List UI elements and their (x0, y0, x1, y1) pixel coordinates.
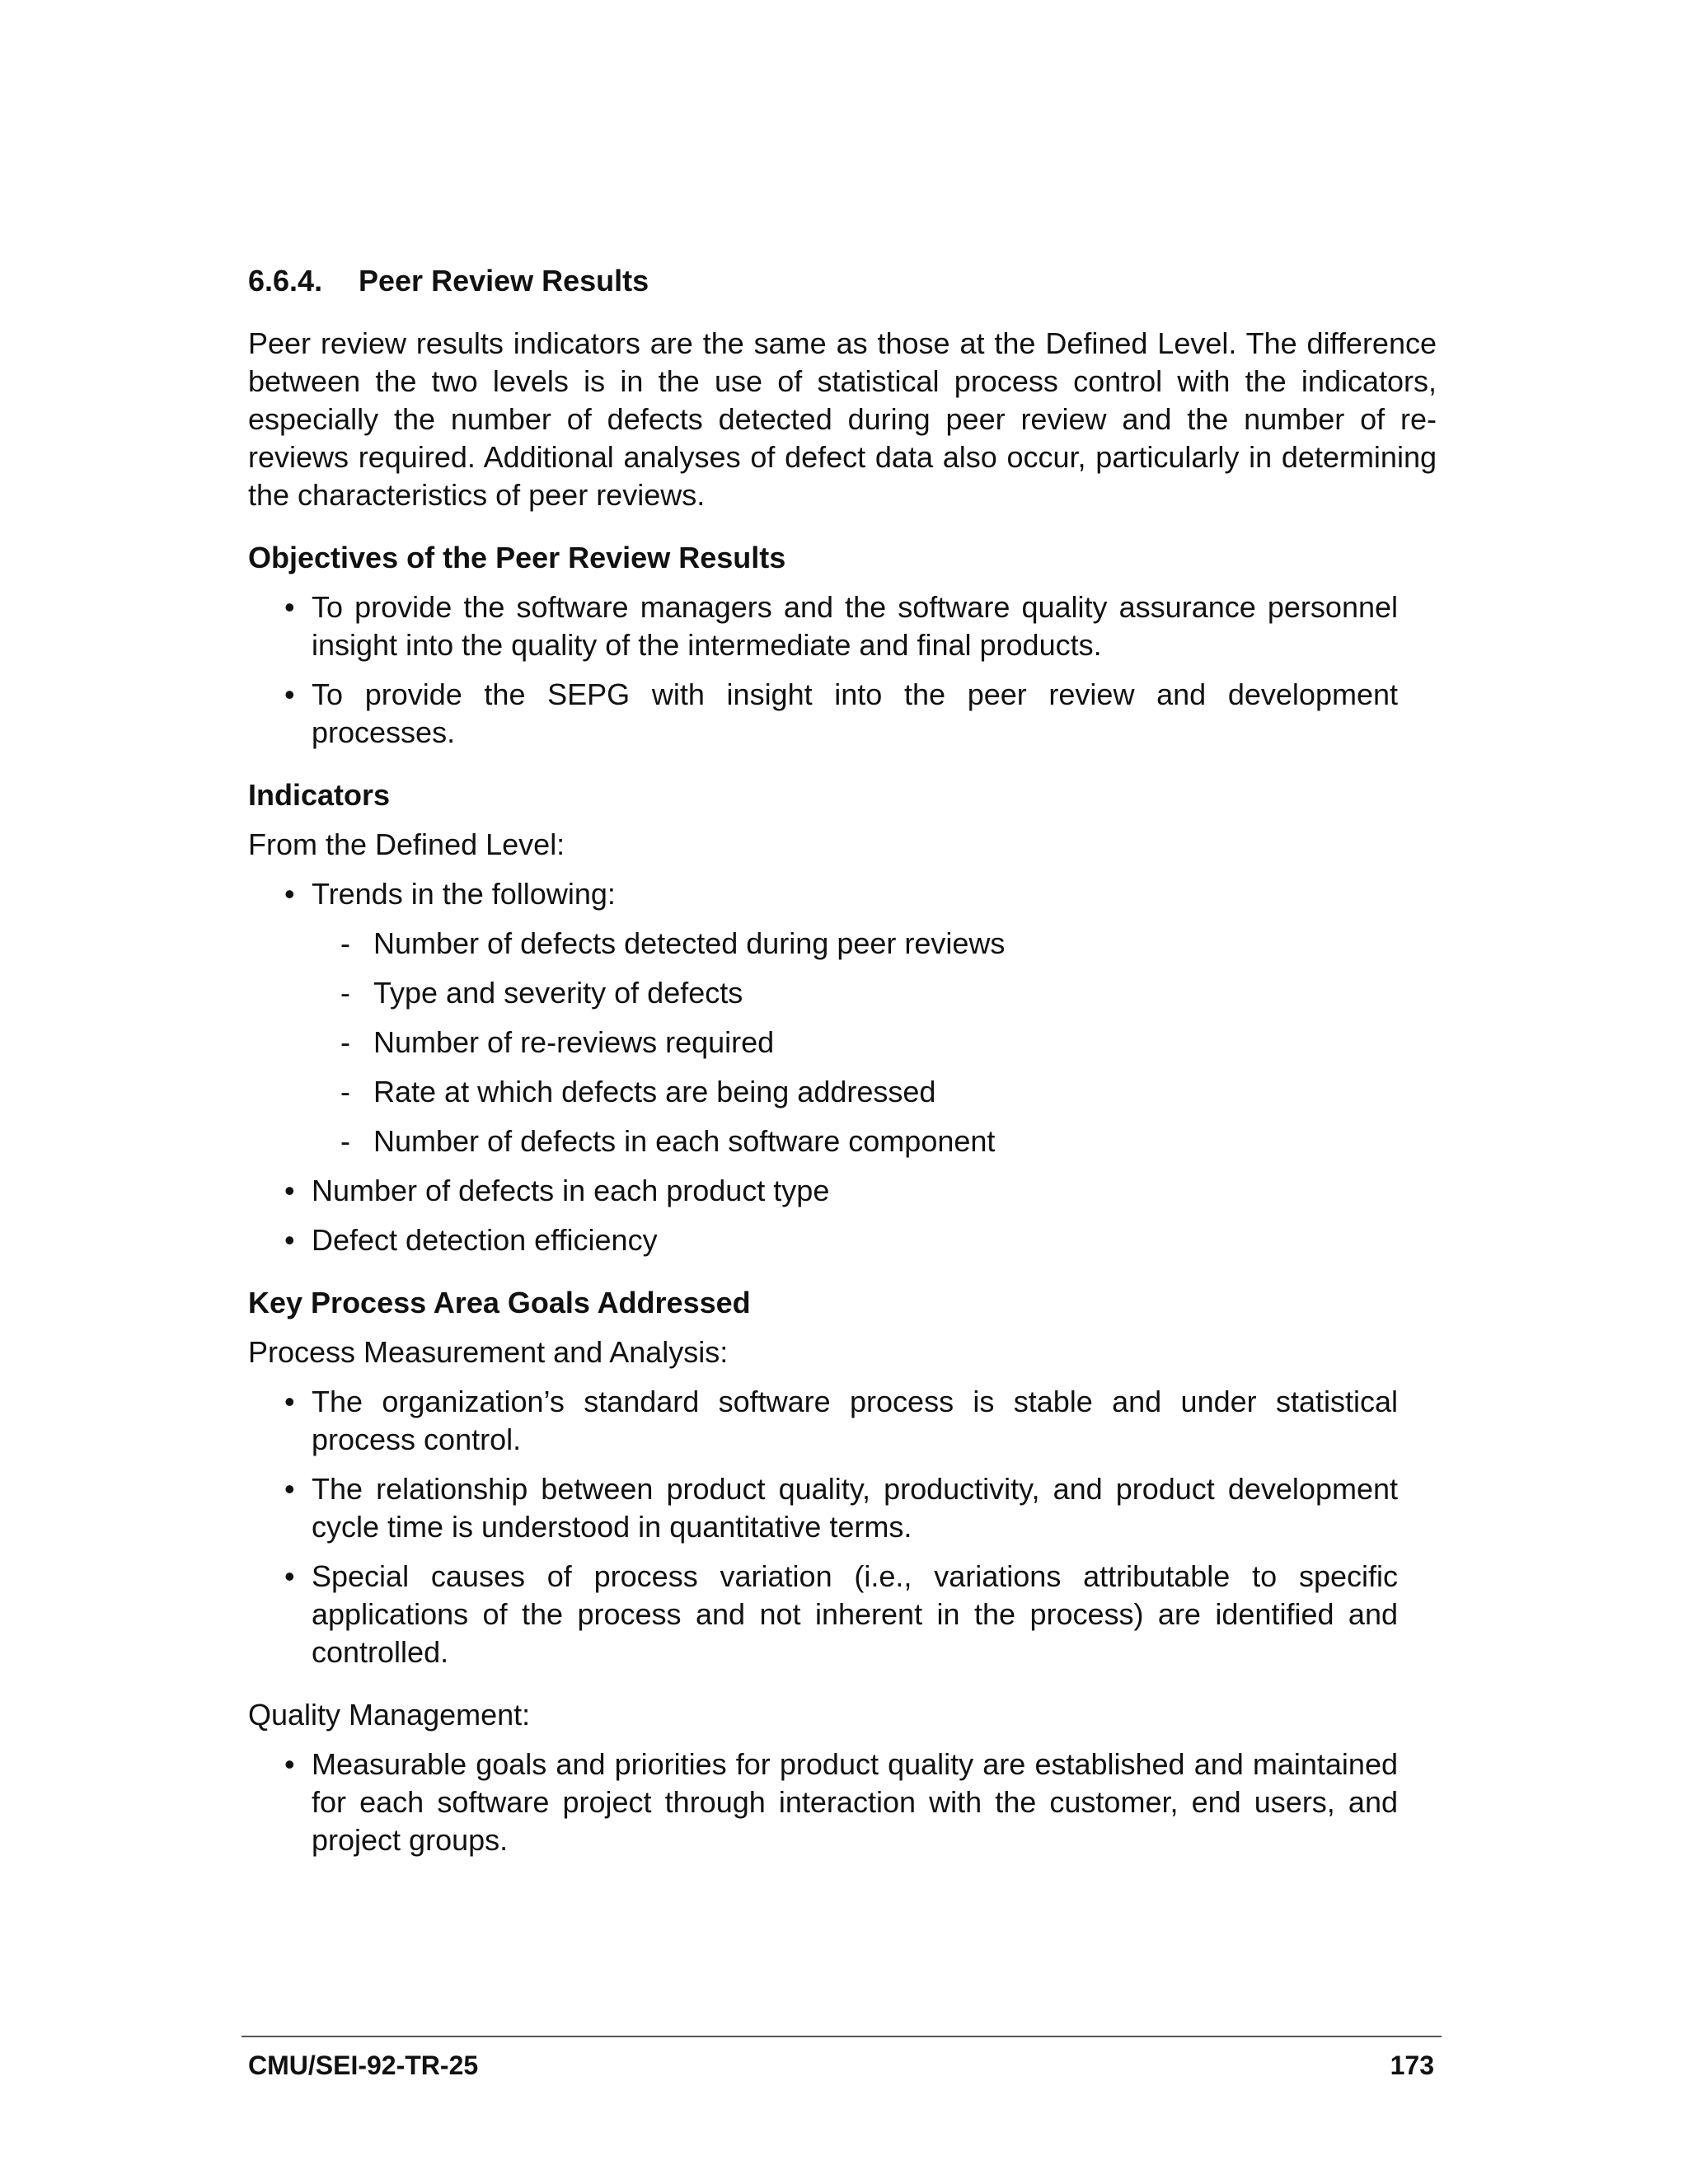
bullet-mark: • (284, 1747, 295, 1781)
pma-label: Process Measurement and Analysis: (248, 1335, 729, 1369)
indicator-text: Defect detection efficiency (312, 1223, 658, 1257)
trend-text: Rate at which defects are being addressed (373, 1075, 936, 1108)
qm-item (248, 1746, 1398, 1859)
trend-item (312, 974, 1398, 1012)
dash-mark: - (340, 926, 350, 960)
bullet-mark: • (284, 677, 295, 711)
pma-text: Special causes of process variation (i.e., variations attributable to specific applications of the process and not inherent in the process) are identified and controlled. (312, 1559, 1398, 1669)
pma-text: The organization’s standard software process is stable and under statistical process control. (312, 1385, 1398, 1456)
objective-item (248, 588, 1398, 664)
bullet-mark: • (284, 590, 295, 624)
trends-sublist (312, 925, 1398, 1160)
bullet-mark: • (284, 1223, 295, 1257)
indicators-from-label: From the Defined Level: (248, 827, 565, 861)
section-number: 6.6.4. (248, 264, 323, 298)
qm-list (248, 1746, 1437, 1859)
footer-rule (241, 2036, 1442, 2037)
footer-report-id: CMU/SEI-92-TR-25 (248, 2050, 479, 2080)
objective-item (248, 676, 1398, 752)
indicators-list (248, 875, 1437, 1259)
trend-item (312, 1122, 1398, 1160)
indicators-heading: Indicators (248, 778, 391, 812)
pma-item (248, 1470, 1398, 1546)
section-title: Peer Review Results (359, 264, 649, 298)
indicator-item (248, 1172, 1398, 1210)
dash-mark: - (340, 1075, 350, 1108)
trend-item (312, 1024, 1398, 1062)
qm-label: Quality Management: (248, 1698, 531, 1732)
dash-mark: - (340, 1124, 350, 1158)
objective-text: To provide the software managers and the software quality assurance personnel insight into the quality of the intermediate and final products. (312, 590, 1398, 662)
dash-mark: - (340, 1025, 350, 1059)
bullet-mark: • (284, 1174, 295, 1207)
bullet-mark: • (284, 877, 295, 911)
intro-paragraph: Peer review results indicators are the same as those at the Defined Level. The difference between the two levels is in the use of statistical process control with the indicators, especially the number of defects detected during peer review and the number of re-reviews required. Additional analyses of defect data also occur, particularly in determining the characteristics of peer reviews. (248, 326, 1437, 512)
objective-text: To provide the SEPG with insight into the peer review and development processes. (312, 677, 1398, 749)
trend-item (312, 1073, 1398, 1111)
trend-text: Number of defects detected during peer reviews (373, 926, 1006, 960)
pma-list (248, 1383, 1437, 1671)
trend-text: Number of re-reviews required (373, 1025, 775, 1059)
pma-item (248, 1383, 1398, 1459)
bullet-mark: • (284, 1472, 295, 1506)
indicator-item (248, 1221, 1398, 1259)
pma-item (248, 1558, 1398, 1671)
bullet-mark: • (284, 1385, 295, 1418)
objectives-heading: Objectives of the Peer Review Results (248, 541, 786, 574)
objectives-list (248, 588, 1437, 752)
qm-text: Measurable goals and priorities for product quality are established and maintained for each software project through interaction with the customer, end users, and project groups. (312, 1747, 1398, 1857)
dash-mark: - (340, 976, 350, 1010)
trends-label: Trends in the following: (312, 877, 616, 911)
section-heading (248, 262, 1437, 300)
bullet-mark: • (284, 1559, 295, 1593)
pma-text: The relationship between product quality, productivity, and product development cycle time is understood in quantitative terms. (312, 1472, 1398, 1544)
indicator-item-trends (248, 875, 1398, 1160)
kpa-heading: Key Process Area Goals Addressed (248, 1286, 751, 1319)
trend-text: Number of defects in each software component (373, 1124, 996, 1158)
footer-page-number: 173 (1390, 2050, 1434, 2080)
trend-item (312, 925, 1398, 963)
page-content (248, 262, 1437, 1884)
trend-text: Type and severity of defects (373, 976, 743, 1010)
indicator-text: Number of defects in each product type (312, 1174, 830, 1207)
